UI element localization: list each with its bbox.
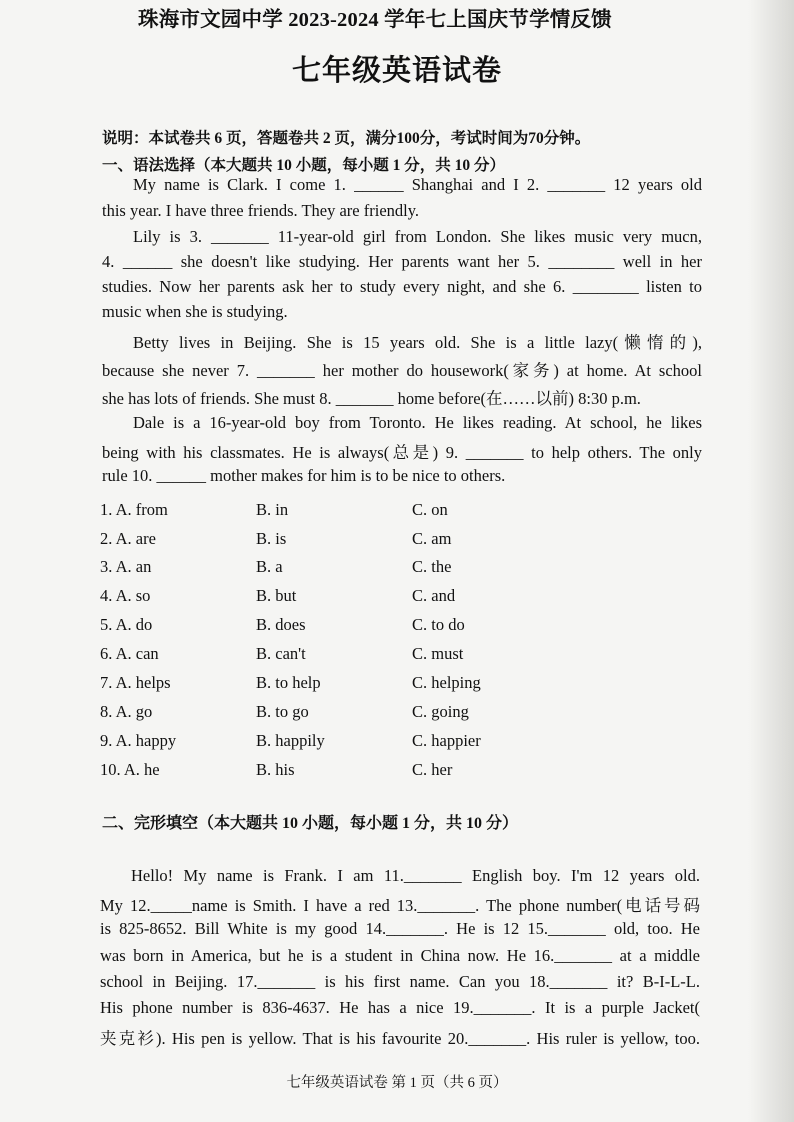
option-c: C. helping [412,673,481,692]
option-a: 8. A. go [100,702,153,721]
option-b: B. his [256,760,295,779]
passage-line: studies. Now her parents ask her to study every night, and she 6. ________ listen to [102,277,702,296]
option-a: 3. A. an [100,557,152,576]
option-b: B. happily [256,731,325,750]
option-c: C. and [412,586,456,605]
option-a: 5. A. do [100,615,153,634]
option-b: B. but [256,586,297,605]
passage-line: 4. ______ she doesn't like studying. Her parents want her 5. ________ well in her [102,252,702,271]
scan-edge-shadow [748,0,794,1122]
option-c: C. am [412,529,452,548]
option-a: 1. A. from [100,500,168,519]
page-footer: 七年级英语试卷 第 1 页（共 6 页） [286,1075,508,1091]
exam-subheading: 珠海市文园中学 2023-2024 学年七上国庆节学情反馈 [138,9,612,31]
passage-line: Dale is a 16-year-old boy from Toronto. He likes reading. At school, he likes [133,413,702,432]
passage-line: Betty lives in Beijing. She is 15 years old. She is a little lazy(懒惰的), [133,333,702,352]
option-a: 10. A. he [100,760,160,779]
passage-line: rule 10. ______ mother makes for him is to be nice to others. [102,466,506,485]
option-c: C. must [412,644,464,663]
option-c: C. on [412,500,448,519]
option-a: 2. A. are [100,529,156,548]
passage-line: His phone number is 836-4637. He has a nice 19._______. It is a purple Jacket( [100,998,700,1017]
section2-heading: 二、完形填空（本大题共 10 小题，每小题 1 分，共 10 分） [102,815,519,832]
option-a: 7. A. helps [100,673,171,692]
option-a: 6. A. can [100,644,159,663]
option-b: B. to help [256,673,321,692]
option-b: B. does [256,615,306,634]
option-b: B. is [256,529,287,548]
option-c: C. her [412,760,453,779]
option-b: B. can't [256,644,306,663]
option-b: B. in [256,500,289,519]
passage-line: being with his classmates. He is always(总是) 9. _______ to help others. The only [102,443,702,462]
instructions: 说明：本试卷共 6 页，答题卷共 2 页，满分100分，考试时间为70分钟。 [102,130,591,147]
passage-line: is 825-8652. Bill White is my good 14._______. He is 12 15._______ old, too. He [100,919,700,938]
passage-line: school in Beijing. 17._______ is his first name. Can you 18._______ it? B-I-L-L. [100,972,700,991]
exam-title: 七年级英语试卷 [291,55,502,87]
option-c: C. the [412,557,452,576]
passage-line: she has lots of friends. She must 8. _______ home before(在……以前) 8:30 p.m. [102,389,641,408]
option-a: 4. A. so [100,586,151,605]
section1-heading: 一、语法选择（本大题共 10 小题，每小题 1 分，共 10 分） [102,157,506,174]
option-b: B. a [256,557,283,576]
option-c: C. happier [412,731,481,750]
passage-line: 夹克衫). His pen is yellow. That is his favourite 20._______. His ruler is yellow, too. [100,1029,700,1048]
passage-line: Hello! My name is Frank. I am 11._______ English boy. I'm 12 years old. [131,866,700,885]
passage-line: because she never 7. _______ her mother do housework(家务) at home. At school [102,361,702,380]
passage-line: My 12._____name is Smith. I have a red 13._______. The phone number(电话号码 [100,896,700,915]
passage-line: was born in America, but he is a student in China now. He 16._______ at a middle [100,946,700,965]
option-a: 9. A. happy [100,731,177,750]
passage-line: music when she is studying. [102,302,288,321]
option-b: B. to go [256,702,309,721]
passage-line: Lily is 3. _______ 11-year-old girl from London. She likes music very mucn, [133,227,702,246]
option-c: C. going [412,702,469,721]
passage-line: this year. I have three friends. They are friendly. [102,201,420,220]
option-c: C. to do [412,615,465,634]
passage-line: My name is Clark. I come 1. ______ Shanghai and I 2. _______ 12 years old [133,175,702,194]
